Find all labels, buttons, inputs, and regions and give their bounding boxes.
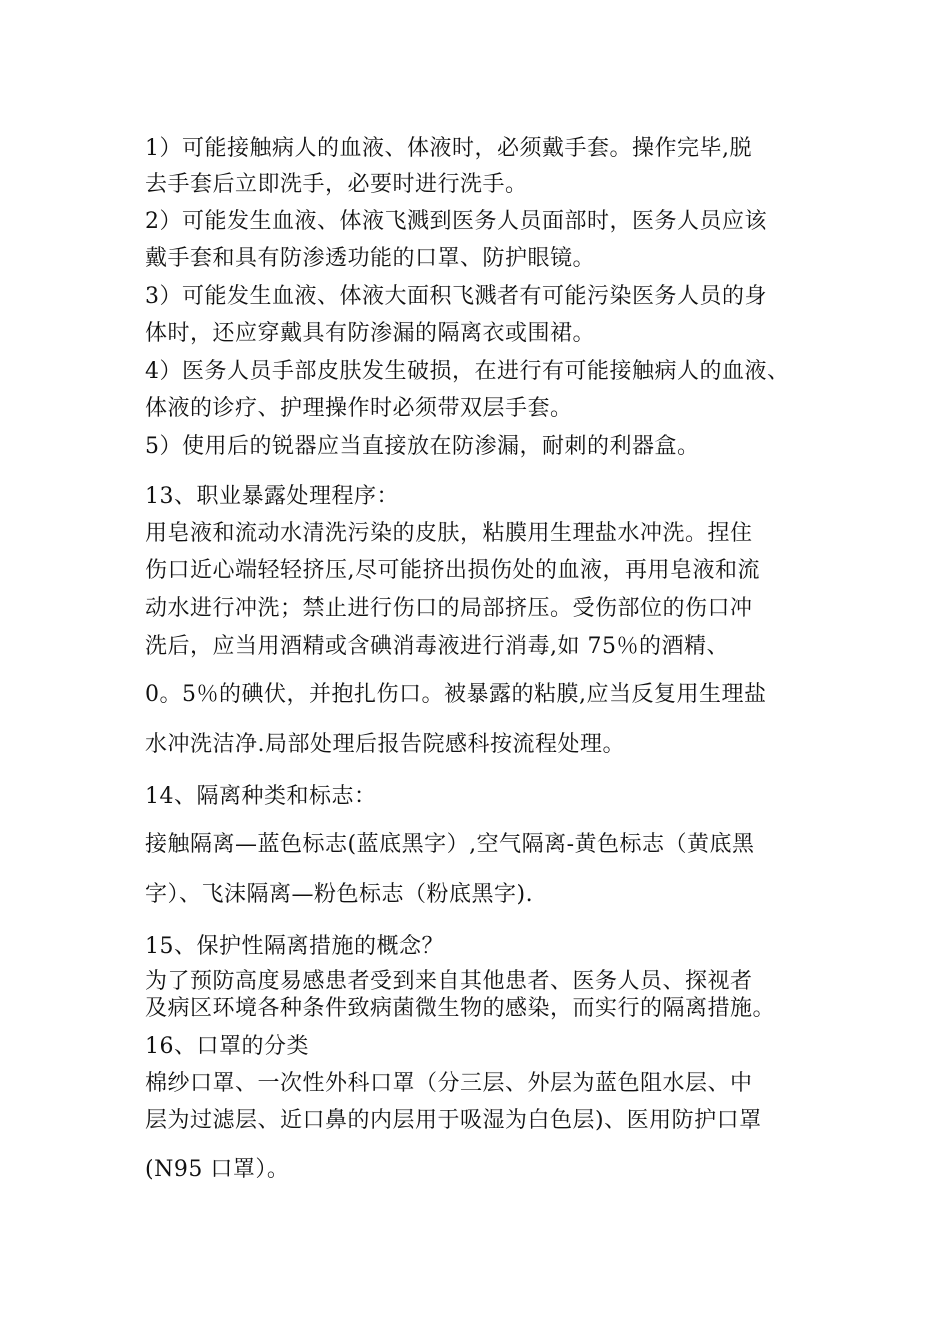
item-2-line-1: 2）可能发生血液、体液飞溅到医务人员面部时，医务人员应该 bbox=[145, 209, 767, 234]
item-1-line-1: 1）可能接触病人的血液、体液时，必须戴手套。操作完毕,脱 bbox=[145, 136, 752, 161]
item-3-line-1: 3）可能发生血液、体液大面积飞溅者有可能污染医务人员的身 bbox=[145, 284, 767, 309]
section-15-line-2: 及病区环境各种条件致病菌微生物的感染，而实行的隔离措施。 bbox=[145, 996, 776, 1021]
item-4-line-2: 体液的诊疗、护理操作时必须带双层手套。 bbox=[145, 396, 573, 421]
item-1-line-2: 去手套后立即洗手，必要时进行洗手。 bbox=[145, 172, 528, 197]
section-13-line-1: 用皂液和流动水清洗污染的皮肤，粘膜用生理盐水冲洗。捏住 bbox=[145, 521, 753, 546]
item-2-line-2: 戴手套和具有防渗透功能的口罩、防护眼镜。 bbox=[145, 246, 596, 271]
section-13-line-5: 0。5％的碘伏，并抱扎伤口。被暴露的粘膜,应当反复用生理盐 bbox=[145, 682, 767, 707]
item-5-line-1: 5）使用后的锐器应当直接放在防渗漏，耐刺的利器盒。 bbox=[145, 434, 700, 459]
section-15-heading: 15、保护性隔离措施的概念？ bbox=[145, 934, 444, 959]
section-14-line-1: 接触隔离—蓝色标志(蓝底黑字）,空气隔离-黄色标志（黄底黑 bbox=[145, 832, 755, 857]
section-13-line-4: 洗后，应当用酒精或含碘消毒液进行消毒,如 75％的酒精、 bbox=[145, 634, 729, 659]
section-16-line-2: 层为过滤层、近口鼻的内层用于吸湿为白色层)、医用防护口罩 bbox=[145, 1108, 762, 1133]
item-4-line-1: 4）医务人员手部皮肤发生破损，在进行有可能接触病人的血液、 bbox=[145, 359, 790, 384]
section-13-line-3: 动水进行冲洗；禁止进行伤口的局部挤压。受伤部位的伤口冲 bbox=[145, 596, 753, 621]
item-3-line-2: 体时，还应穿戴具有防渗漏的隔离衣或围裙。 bbox=[145, 321, 596, 346]
section-13-heading: 13、职业暴露处理程序： bbox=[145, 484, 399, 509]
section-16-line-3: (N95 口罩）。 bbox=[145, 1157, 290, 1182]
section-13-line-2: 伤口近心端轻轻挤压,尽可能挤出损伤处的血液，再用皂液和流 bbox=[145, 558, 760, 583]
section-15-line-1: 为了预防高度易感患者受到来自其他患者、医务人员、探视者 bbox=[145, 969, 753, 994]
section-16-heading: 16、口罩的分类 bbox=[145, 1034, 309, 1059]
section-14-line-2: 字）、飞沫隔离—粉色标志（粉底黑字). bbox=[145, 882, 534, 907]
section-16-line-1: 棉纱口罩、一次性外科口罩（分三层、外层为蓝色阻水层、中 bbox=[145, 1071, 753, 1096]
section-14-heading: 14、隔离种类和标志： bbox=[145, 784, 377, 809]
section-13-line-6: 水冲洗洁净.局部处理后报告院感科按流程处理。 bbox=[145, 732, 625, 757]
